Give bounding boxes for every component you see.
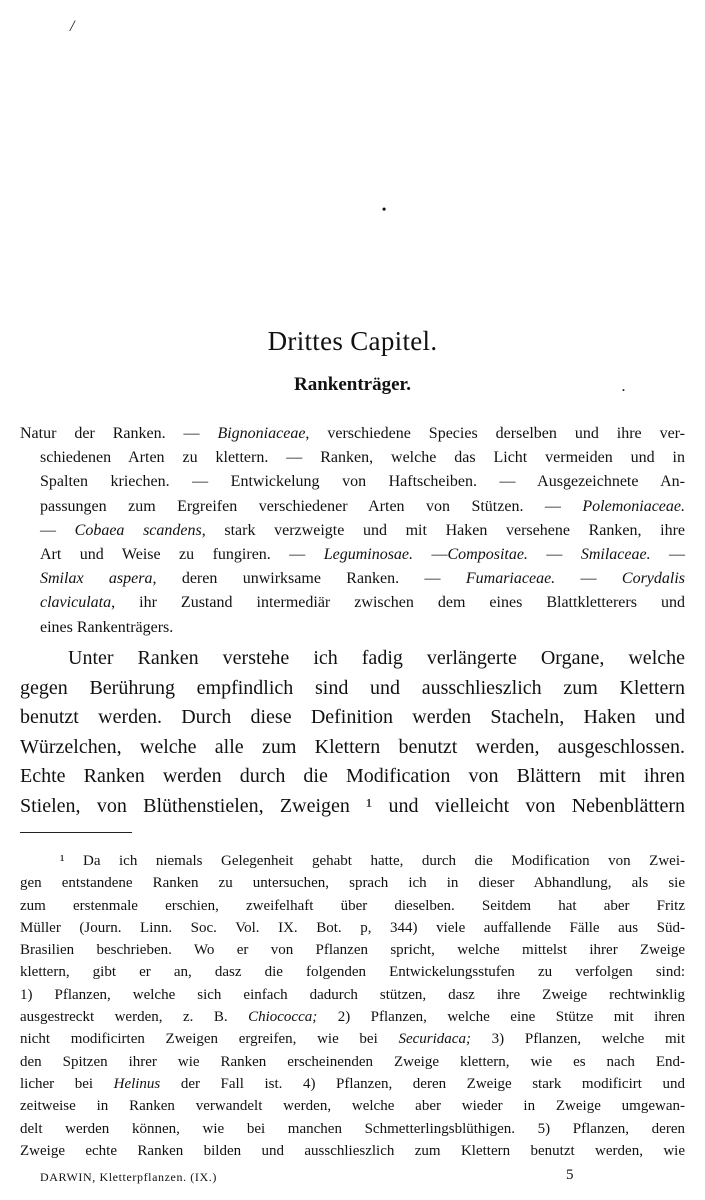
text-run: — (413, 546, 448, 564)
text-run: — (650, 546, 686, 564)
footnote-line (20, 1028, 685, 1050)
text-run: , verschiedene Species derselben und ihre ver- (305, 425, 685, 442)
footnote-line (20, 895, 685, 917)
chapter-subtitle: Rankenträger. (294, 374, 411, 395)
text-run: — (527, 546, 581, 564)
italic-term: Leguminosae. (323, 546, 414, 564)
footnote-line (20, 872, 685, 894)
text-run: Natur der Ranken. — (20, 425, 218, 442)
italic-term: Smilax aspera (40, 570, 153, 588)
italic-term: Bignoniaceae (217, 425, 306, 442)
body-line: Unter Ranken verstehe ich fadig verlängerte Organe, welche (68, 647, 685, 669)
text-run: nicht modificirten Zweigen ergreifen, wie bei (20, 1031, 399, 1048)
footnote-line (20, 917, 685, 939)
chapter-summary (20, 422, 685, 640)
italic-term: Chiococca; (248, 1009, 318, 1026)
text-run: Zweige echte Ranken bilden und ausschlieszlich zum Klettern benutzt werden, wie (20, 1142, 685, 1159)
text-run: Art und Weise zu fungiren. — (40, 546, 324, 564)
text-run: , ihr Zustand intermediär zwischen dem eines Blattkletterers und (111, 594, 685, 612)
italic-term: Securidaca; (398, 1031, 471, 1048)
stray-ink-mark: / (70, 18, 75, 35)
footnote-line (20, 1006, 685, 1028)
footnote-line (20, 1095, 685, 1117)
text-run: zeitweise in Ranken verwandelt werden, welche aber wieder in Zweige umgewan- (20, 1098, 685, 1115)
italic-term: Smilaceae. (580, 546, 651, 564)
text-run: , deren unwirksame Ranken. — (152, 570, 466, 588)
chapter-title: Drittes Capitel. (267, 326, 438, 356)
summary-line (20, 495, 685, 519)
stray-dot: • (382, 202, 387, 216)
text-run: 3) Pflanzen, welche mit (470, 1031, 685, 1048)
footnote-line (20, 1073, 685, 1095)
text-run: delt werden können, wie bei manchen Schmetterlingsblüthigen. 5) Pflanzen, deren (20, 1120, 685, 1137)
text-run: eines Rankenträgers. (40, 618, 174, 636)
footnote (20, 850, 685, 1162)
summary-line (20, 470, 685, 494)
footnote-line (20, 1140, 685, 1162)
text-run: licher bei (20, 1075, 114, 1092)
text-run: schiedenen Arten zu klettern. — Ranken, welche das Licht vermeiden und in (40, 449, 685, 467)
text-run: klettern, gibt er an, dasz die folgenden Entwickelungsstufen zu verfolgen sind: (20, 964, 685, 981)
footnote-line (20, 1118, 685, 1140)
body-line: Würzelchen, welche alle zum Klettern benutzt werden, ausgeschlossen. (20, 735, 685, 758)
page-number: 5 (566, 1167, 574, 1183)
text-run: 1) Pflanzen, welche sich einfach dadurch stützen, dasz ihre Zweige rechtwinklig (20, 986, 685, 1003)
running-footer: DARWIN, Kletterpflanzen. (IX.) (40, 1170, 217, 1184)
footnote-line (20, 850, 685, 872)
italic-term: Compositae. (447, 546, 528, 564)
text-run: — (555, 570, 622, 588)
italic-term: claviculata (40, 594, 112, 612)
text-run: der Fall ist. 4) Pflanzen, deren Zweige stark modificirt und (160, 1075, 685, 1092)
summary-line (20, 446, 685, 470)
summary-line (20, 422, 685, 446)
summary-line (20, 616, 685, 640)
text-run: ausgestreckt werden, z. B. (20, 1009, 249, 1026)
footnote-line (20, 984, 685, 1006)
body-paragraph (20, 644, 685, 821)
italic-term: Fumariaceae. (465, 570, 556, 588)
text-run: , stark verzweigte und mit Haken versehene Ranken, ihre (201, 521, 685, 539)
footnote-line (20, 1051, 685, 1073)
text-run: Spalten kriechen. — Entwickelung von Haftscheiben. — Ausgezeichnete An- (40, 473, 685, 491)
italic-term: Cobaea scandens (74, 521, 202, 539)
text-run: Müller (Journ. Linn. Soc. Vol. IX. Bot. p, 344) viele auffallende Fälle aus Süd- (20, 919, 685, 936)
text-run: zum erstenmale erschien, zweifelhaft über dieselben. Seitdem hat aber Fritz (20, 897, 685, 914)
italic-term: Polemoniaceae. (582, 497, 685, 515)
footnote-line (20, 939, 685, 961)
summary-line (20, 543, 685, 567)
body-line: gegen Berührung empfindlich sind und ausschlieszlich zum Klettern (20, 676, 685, 699)
italic-term: Corydalis (621, 570, 686, 588)
text-run: 2) Pflanzen, welche eine Stütze mit ihren (317, 1009, 685, 1026)
text-run: den Spitzen ihrer wie Ranken erscheinenden Zweige klettern, wie es nach End- (20, 1053, 685, 1070)
summary-line (20, 591, 685, 615)
text-run: Brasilien beschrieben. Wo er von Pflanzen spricht, welche mittelst ihrer Zweige (20, 942, 685, 959)
summary-line (20, 567, 685, 591)
body-line: Stielen, von Blüthenstielen, Zweigen ¹ und vielleicht von Nebenblättern (20, 794, 685, 817)
text-run: passungen zum Ergreifen verschiedener Arten von Stützen. — (40, 497, 583, 515)
body-line: benutzt werden. Durch diese Definition werden Stacheln, Haken und (20, 706, 685, 728)
italic-term: Helinus (113, 1075, 161, 1092)
summary-line (20, 519, 685, 543)
footnote-line (20, 961, 685, 983)
text-run: gen entstandene Ranken zu untersuchen, sprach ich in dieser Abhandlung, als sie (20, 875, 685, 892)
footnote-divider (20, 832, 132, 833)
stray-dot-2: . (622, 380, 625, 394)
text-run: — (40, 521, 75, 539)
text-run: ¹ Da ich niemals Gelegenheit gehabt hatte, durch die Modification von Zwei- (60, 853, 685, 869)
body-line: Echte Ranken werden durch die Modification von Blättern mit ihren (20, 765, 685, 787)
